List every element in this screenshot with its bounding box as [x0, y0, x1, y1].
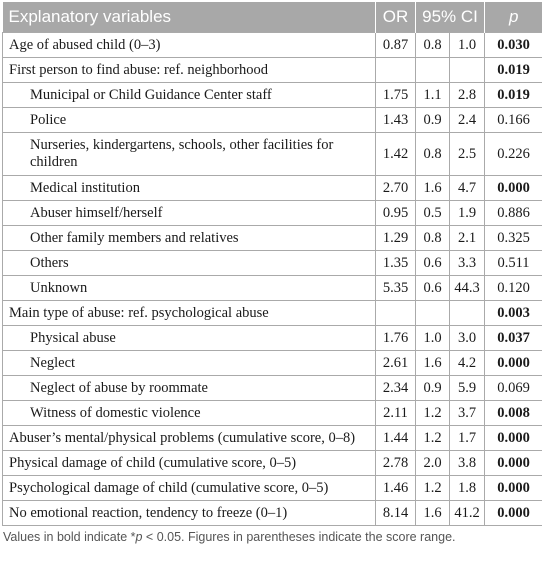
variable-cell: Physical damage of child (cumulative score, 0–5) — [3, 451, 376, 476]
ci-lower-cell: 2.0 — [416, 451, 450, 476]
header-or: OR — [376, 2, 416, 33]
variable-cell: Others — [3, 251, 376, 276]
variable-cell: Nurseries, kindergartens, schools, other facilities for children — [3, 133, 376, 176]
ci-upper-cell: 2.1 — [450, 226, 485, 251]
ci-lower-cell: 1.0 — [416, 326, 450, 351]
or-cell: 1.43 — [376, 108, 416, 133]
ci-lower-cell: 0.8 — [416, 33, 450, 58]
or-cell: 1.76 — [376, 326, 416, 351]
p-value-cell: 0.030 — [485, 33, 542, 58]
ci-lower-cell — [416, 58, 450, 83]
ci-lower-cell: 0.6 — [416, 276, 450, 301]
table-row — [3, 501, 542, 526]
or-cell: 0.87 — [376, 33, 416, 58]
table-row — [3, 83, 542, 108]
table-row — [3, 58, 542, 83]
p-value-cell: 0.166 — [485, 108, 542, 133]
p-value-cell: 0.019 — [485, 83, 542, 108]
ci-lower-cell: 1.2 — [416, 426, 450, 451]
table-row — [3, 176, 542, 201]
header-variables: Explanatory variables — [3, 2, 376, 33]
table-row — [3, 226, 542, 251]
p-value-cell: 0.325 — [485, 226, 542, 251]
or-cell: 1.29 — [376, 226, 416, 251]
table-body — [3, 33, 542, 526]
table-row — [3, 376, 542, 401]
variable-cell: Unknown — [3, 276, 376, 301]
footnote-p-symbol: p — [135, 530, 143, 544]
variable-cell: Main type of abuse: ref. psychological abuse — [3, 301, 376, 326]
header-row — [3, 2, 542, 33]
ci-upper-cell: 3.3 — [450, 251, 485, 276]
variable-cell: Neglect of abuse by roommate — [3, 376, 376, 401]
table-row — [3, 276, 542, 301]
ci-upper-cell: 1.9 — [450, 201, 485, 226]
table-row — [3, 326, 542, 351]
p-value-cell: 0.003 — [485, 301, 542, 326]
ci-lower-cell: 0.6 — [416, 251, 450, 276]
table-container — [2, 2, 542, 544]
or-cell: 2.11 — [376, 401, 416, 426]
ci-upper-cell: 41.2 — [450, 501, 485, 526]
variable-cell: Age of abused child (0–3) — [3, 33, 376, 58]
table-row — [3, 133, 542, 176]
or-cell — [376, 58, 416, 83]
variable-cell: Police — [3, 108, 376, 133]
ci-upper-cell: 3.0 — [450, 326, 485, 351]
variable-cell: Physical abuse — [3, 326, 376, 351]
variable-cell: Psychological damage of child (cumulative score, 0–5) — [3, 476, 376, 501]
variable-cell: Neglect — [3, 351, 376, 376]
ci-upper-cell — [450, 58, 485, 83]
table-row — [3, 476, 542, 501]
ci-lower-cell: 0.8 — [416, 133, 450, 176]
p-value-cell: 0.000 — [485, 501, 542, 526]
ci-upper-cell: 1.0 — [450, 33, 485, 58]
ci-upper-cell: 4.2 — [450, 351, 485, 376]
or-cell: 2.34 — [376, 376, 416, 401]
variable-cell: Abuser himself/herself — [3, 201, 376, 226]
ci-lower-cell: 1.6 — [416, 176, 450, 201]
ci-upper-cell: 2.5 — [450, 133, 485, 176]
variable-cell: Witness of domestic violence — [3, 401, 376, 426]
p-value-cell: 0.886 — [485, 201, 542, 226]
ci-upper-cell: 5.9 — [450, 376, 485, 401]
p-value-cell: 0.000 — [485, 426, 542, 451]
variable-cell: Medical institution — [3, 176, 376, 201]
table-row — [3, 301, 542, 326]
variable-cell: Other family members and relatives — [3, 226, 376, 251]
results-table — [2, 2, 542, 526]
table-row — [3, 33, 542, 58]
p-value-cell: 0.511 — [485, 251, 542, 276]
table-row — [3, 251, 542, 276]
ci-lower-cell: 0.9 — [416, 108, 450, 133]
table-row — [3, 201, 542, 226]
or-cell: 1.75 — [376, 83, 416, 108]
or-cell: 2.61 — [376, 351, 416, 376]
ci-upper-cell: 44.3 — [450, 276, 485, 301]
or-cell: 0.95 — [376, 201, 416, 226]
p-value-cell: 0.000 — [485, 351, 542, 376]
variable-cell: First person to find abuse: ref. neighborhood — [3, 58, 376, 83]
or-cell: 2.70 — [376, 176, 416, 201]
or-cell: 1.42 — [376, 133, 416, 176]
ci-lower-cell: 0.9 — [416, 376, 450, 401]
ci-lower-cell: 0.8 — [416, 226, 450, 251]
footnote-suffix: < 0.05. Figures in parentheses indicate the score range. — [142, 530, 456, 544]
p-value-cell: 0.226 — [485, 133, 542, 176]
ci-upper-cell: 1.7 — [450, 426, 485, 451]
or-cell: 5.35 — [376, 276, 416, 301]
table-footnote — [2, 530, 542, 544]
or-cell: 1.35 — [376, 251, 416, 276]
p-value-cell: 0.037 — [485, 326, 542, 351]
variable-cell: No emotional reaction, tendency to freeze (0–1) — [3, 501, 376, 526]
p-value-cell: 0.000 — [485, 451, 542, 476]
ci-upper-cell: 2.4 — [450, 108, 485, 133]
footnote-prefix: Values in bold indicate * — [3, 530, 136, 544]
p-value-cell: 0.120 — [485, 276, 542, 301]
ci-upper-cell: 4.7 — [450, 176, 485, 201]
or-cell: 1.44 — [376, 426, 416, 451]
variable-cell: Municipal or Child Guidance Center staff — [3, 83, 376, 108]
p-value-cell: 0.008 — [485, 401, 542, 426]
ci-lower-cell: 1.1 — [416, 83, 450, 108]
header-ci: 95% CI — [416, 2, 485, 33]
ci-lower-cell: 0.5 — [416, 201, 450, 226]
p-value-cell: 0.000 — [485, 176, 542, 201]
or-cell — [376, 301, 416, 326]
ci-lower-cell: 1.2 — [416, 401, 450, 426]
ci-upper-cell: 3.7 — [450, 401, 485, 426]
ci-lower-cell: 1.6 — [416, 501, 450, 526]
p-value-cell: 0.019 — [485, 58, 542, 83]
ci-upper-cell: 1.8 — [450, 476, 485, 501]
ci-upper-cell — [450, 301, 485, 326]
or-cell: 1.46 — [376, 476, 416, 501]
ci-upper-cell: 2.8 — [450, 83, 485, 108]
table-row — [3, 451, 542, 476]
ci-lower-cell — [416, 301, 450, 326]
table-row — [3, 401, 542, 426]
or-cell: 2.78 — [376, 451, 416, 476]
p-value-cell: 0.000 — [485, 476, 542, 501]
or-cell: 8.14 — [376, 501, 416, 526]
ci-lower-cell: 1.2 — [416, 476, 450, 501]
table-row — [3, 351, 542, 376]
variable-cell: Abuser’s mental/physical problems (cumulative score, 0–8) — [3, 426, 376, 451]
p-value-cell: 0.069 — [485, 376, 542, 401]
header-p: p — [485, 2, 542, 33]
ci-lower-cell: 1.6 — [416, 351, 450, 376]
ci-upper-cell: 3.8 — [450, 451, 485, 476]
table-row — [3, 426, 542, 451]
table-row — [3, 108, 542, 133]
